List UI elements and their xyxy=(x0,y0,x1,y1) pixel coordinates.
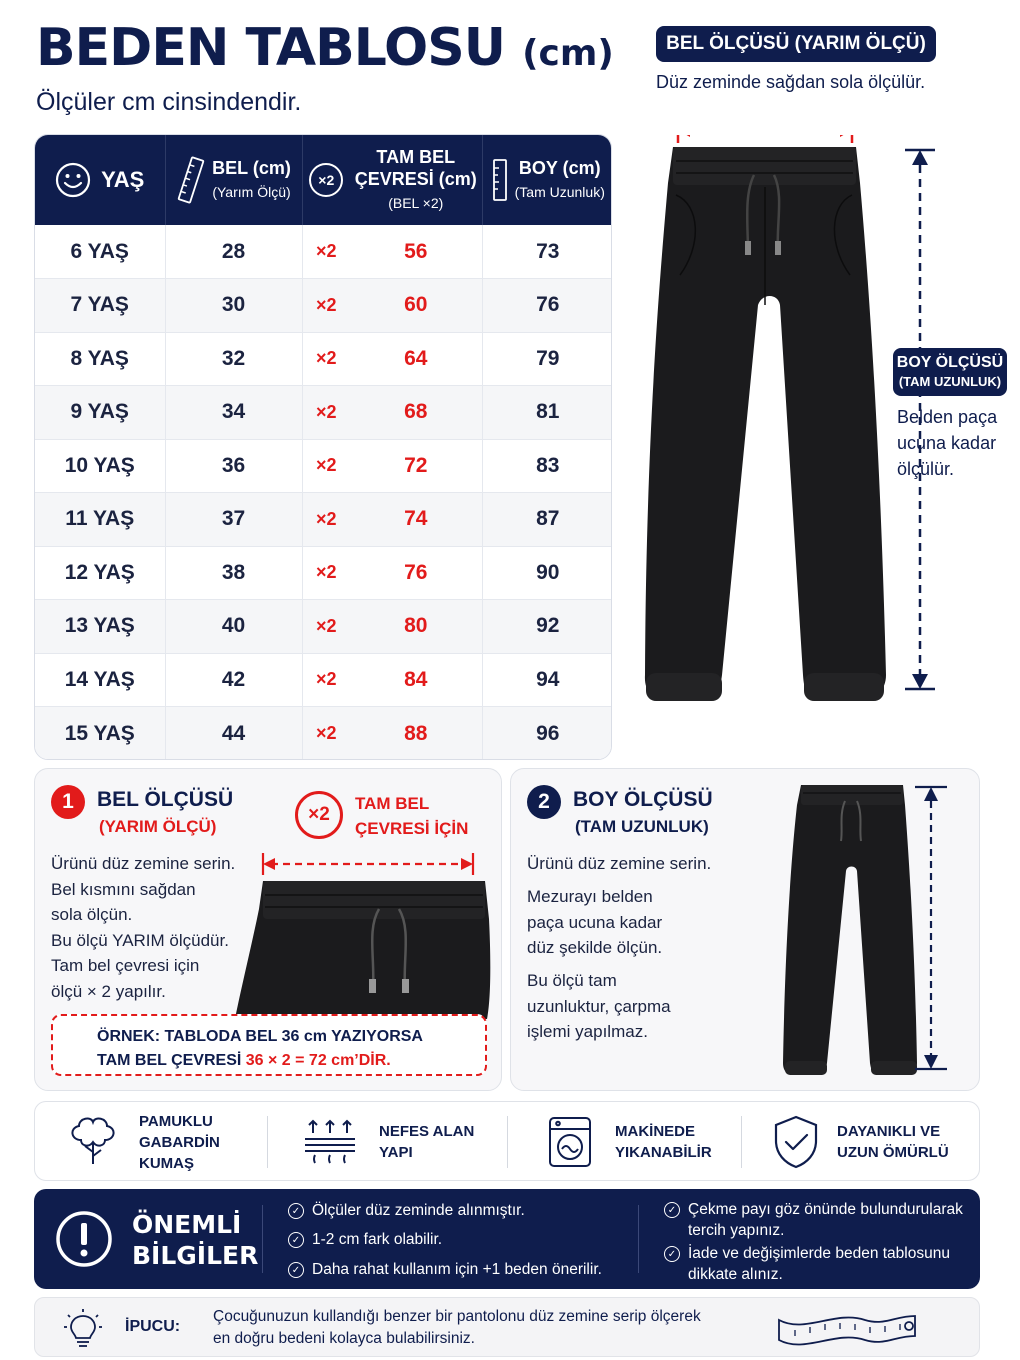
feature-label xyxy=(615,1121,712,1163)
boy-badge-sub: (TAM UZUNLUK) xyxy=(898,374,1002,389)
cell-bel: 28 xyxy=(165,225,302,279)
feature-line: MAKİNEDE xyxy=(615,1123,696,1140)
cell-boy: 96 xyxy=(482,707,612,761)
cell-bel: 36 xyxy=(165,439,302,493)
cell-age: 15 YAŞ xyxy=(35,707,165,761)
instruction-line: düz şekilde ölçün. xyxy=(527,938,663,957)
feature-line: GABARDİN xyxy=(139,1133,220,1151)
table-row xyxy=(35,600,612,654)
breathable-icon xyxy=(301,1117,359,1167)
waist-arrow-icon xyxy=(678,135,852,143)
instruction-line: Tam bel çevresi için xyxy=(51,956,200,975)
step-number-1: 1 xyxy=(51,785,85,819)
x2-caption: TAM BEL ÇEVRESİ İÇİN xyxy=(355,794,469,838)
cell-age: 8 YAŞ xyxy=(35,332,165,386)
cell-tam: 80 xyxy=(350,600,482,654)
cell-bel: 34 xyxy=(165,386,302,440)
important-item xyxy=(288,1259,602,1280)
check-circle-icon: ✓ xyxy=(664,1246,680,1262)
cell-boy: 76 xyxy=(482,279,612,333)
feature-line: UZUN ÖMÜRLÜ xyxy=(837,1144,949,1161)
header-age-label: YAŞ xyxy=(101,167,145,192)
table-row xyxy=(35,439,612,493)
example-box xyxy=(51,1014,487,1076)
feature-item xyxy=(301,1102,474,1182)
cell-multiply: ×2 xyxy=(302,707,350,761)
bel-measure-badge: BEL ÖLÇÜSÜ (YARIM ÖLÇÜ) xyxy=(656,26,936,62)
important-text: Çekme payı göz önünde bulundurularak tercih yapınız. xyxy=(688,1201,963,1239)
cell-tam: 56 xyxy=(350,225,482,279)
table-row xyxy=(35,653,612,707)
important-title xyxy=(132,1209,258,1271)
instruction-line: Ürünü düz zemine serin. xyxy=(51,854,236,873)
important-item xyxy=(664,1199,964,1241)
header-boy-label: BOY (cm) xyxy=(518,158,601,178)
important-text: Ölçüler düz zeminde alınmıştır. xyxy=(312,1202,525,1219)
cell-tam: 76 xyxy=(350,546,482,600)
tip-box xyxy=(34,1297,980,1357)
instruction-line: ölçü × 2 yapılır. xyxy=(51,981,166,1001)
feature-item xyxy=(547,1102,712,1182)
example-result: 36 × 2 = 72 cm’DİR. xyxy=(245,1052,391,1069)
instruction-line: Bel kısmını sağdan xyxy=(51,879,196,899)
important-text: İade ve değişimlerde beden tablosunu dikkate alınız. xyxy=(688,1245,950,1283)
cell-bel: 44 xyxy=(165,707,302,761)
feature-item xyxy=(63,1102,220,1182)
header-bel xyxy=(165,135,302,225)
instruction-line: Bu ölçü YARIM ölçüdür. xyxy=(51,930,229,950)
cell-boy: 81 xyxy=(482,386,612,440)
pants-length-illustration xyxy=(781,779,977,1079)
boy-badge-label: BOY ÖLÇÜSÜ xyxy=(896,354,1004,371)
cell-multiply: ×2 xyxy=(302,386,350,440)
cell-bel: 38 xyxy=(165,546,302,600)
x2-label: ×2 xyxy=(308,804,330,825)
instruction-line: uzunluktur, çarpma xyxy=(527,996,671,1016)
cell-age: 11 YAŞ xyxy=(35,493,165,547)
important-item xyxy=(288,1200,525,1221)
header-boy xyxy=(482,135,612,225)
warning-icon xyxy=(54,1209,114,1269)
instruction-line: sola ölçün. xyxy=(51,905,133,924)
tip-label: İPUCU: xyxy=(125,1318,181,1335)
table-row xyxy=(35,707,612,761)
table-row xyxy=(35,279,612,333)
measuring-tape-icon xyxy=(775,1306,925,1350)
feature-line: YAPI xyxy=(379,1144,413,1161)
feature-item xyxy=(771,1102,949,1182)
bel-measure-note: Düz zeminde sağdan sola ölçülür. xyxy=(656,72,926,92)
cell-multiply: ×2 xyxy=(302,439,350,493)
cell-boy: 92 xyxy=(482,600,612,654)
check-circle-icon: ✓ xyxy=(288,1232,304,1248)
washing-machine-icon xyxy=(547,1115,593,1169)
feature-line: NEFES ALAN xyxy=(379,1123,475,1140)
feature-label xyxy=(379,1121,474,1163)
table-row xyxy=(35,332,612,386)
cell-multiply: ×2 xyxy=(302,600,350,654)
cell-bel: 40 xyxy=(165,600,302,654)
page-title xyxy=(36,18,614,78)
lightbulb-icon xyxy=(63,1308,103,1350)
multiply-icon xyxy=(309,163,343,197)
table-row xyxy=(35,493,612,547)
feature-line: YIKANABİLİR xyxy=(615,1144,712,1161)
cell-bel: 30 xyxy=(165,279,302,333)
check-circle-icon: ✓ xyxy=(664,1202,680,1218)
card1-subtitle: (YARIM ÖLÇÜ) xyxy=(99,817,217,836)
cell-bel: 37 xyxy=(165,493,302,547)
important-title-line: BİLGİLER xyxy=(132,1241,259,1270)
cell-age: 7 YAŞ xyxy=(35,279,165,333)
header-boy-sub: (Tam Uzunluk) xyxy=(514,184,605,200)
check-circle-icon: ✓ xyxy=(288,1203,304,1219)
divider xyxy=(267,1116,268,1168)
table-header-row xyxy=(35,135,612,225)
cell-tam: 72 xyxy=(350,439,482,493)
card2-p3 xyxy=(527,968,671,1045)
header-bel-label: BEL (cm) xyxy=(212,158,291,178)
header-tam xyxy=(350,135,482,225)
example-line-2 xyxy=(97,1049,485,1073)
cell-age: 9 YAŞ xyxy=(35,386,165,440)
card2-subtitle: (TAM UZUNLUK) xyxy=(575,817,709,836)
feature-label xyxy=(139,1111,220,1174)
table-row xyxy=(35,546,612,600)
feature-line: DAYANIKLI VE xyxy=(837,1123,941,1140)
important-text: Daha rahat kullanım için +1 beden önerilir. xyxy=(312,1261,602,1278)
x2-icon xyxy=(295,791,343,839)
feature-strip xyxy=(34,1101,980,1181)
cell-boy: 83 xyxy=(482,439,612,493)
example-prefix: TAM BEL ÇEVRESİ xyxy=(97,1052,246,1069)
important-item xyxy=(288,1229,442,1250)
cell-tam: 68 xyxy=(350,386,482,440)
cell-tam: 84 xyxy=(350,653,482,707)
instruction-line: işlemi yapılmaz. xyxy=(527,1022,648,1041)
cell-boy: 73 xyxy=(482,225,612,279)
table-row xyxy=(35,225,612,279)
cotton-icon xyxy=(63,1112,123,1172)
header-age xyxy=(35,135,165,225)
length-measure-card xyxy=(510,768,980,1091)
pants-illustration xyxy=(640,135,940,705)
cell-age: 6 YAŞ xyxy=(35,225,165,279)
example-line-1: ÖRNEK: TABLODA BEL 36 cm YAZIYORSA xyxy=(97,1028,423,1045)
cell-multiply: ×2 xyxy=(302,546,350,600)
cell-bel: 42 xyxy=(165,653,302,707)
cell-tam: 88 xyxy=(350,707,482,761)
tip-line: Çocuğunuzun kullandığı benzer bir pantolonu düz zemine serip ölçerek xyxy=(213,1308,701,1325)
divider xyxy=(638,1205,639,1273)
instruction-line: Mezurayı belden xyxy=(527,887,653,906)
check-circle-icon: ✓ xyxy=(288,1262,304,1278)
cell-multiply: ×2 xyxy=(302,332,350,386)
header-tam-label: TAM BEL ÇEVRESİ (cm) xyxy=(354,147,477,189)
important-title-line: ÖNEMLİ xyxy=(132,1210,242,1239)
cell-tam: 60 xyxy=(350,279,482,333)
waist-detail-illustration xyxy=(235,849,495,1019)
cell-boy: 79 xyxy=(482,332,612,386)
divider xyxy=(741,1116,742,1168)
title-text: BEDEN TABLOSU xyxy=(36,18,505,78)
page-subtitle: Ölçüler cm cinsindendir. xyxy=(36,88,302,116)
divider xyxy=(507,1116,508,1168)
cell-bel: 32 xyxy=(165,332,302,386)
step-number-2: 2 xyxy=(527,785,561,819)
divider xyxy=(262,1205,263,1273)
boy-measure-note: Belden paça ucuna kadar ölçülür. xyxy=(897,407,998,479)
cell-boy: 87 xyxy=(482,493,612,547)
cell-tam: 74 xyxy=(350,493,482,547)
cell-multiply: ×2 xyxy=(302,225,350,279)
feature-line: KUMAŞ xyxy=(139,1154,194,1172)
card2-p1: Ürünü düz zemine serin. xyxy=(527,854,712,873)
cell-age: 13 YAŞ xyxy=(35,600,165,654)
important-info-box xyxy=(34,1189,980,1289)
shield-check-icon xyxy=(771,1114,821,1170)
title-unit: (cm) xyxy=(522,33,614,74)
table-row xyxy=(35,386,612,440)
boy-measure-badge xyxy=(893,348,1007,396)
card2-p2 xyxy=(527,884,662,961)
card2-title: BOY ÖLÇÜSÜ xyxy=(573,788,713,811)
cell-boy: 94 xyxy=(482,653,612,707)
feature-label xyxy=(837,1121,949,1163)
cell-tam: 64 xyxy=(350,332,482,386)
header-multiply xyxy=(302,135,350,225)
cell-age: 10 YAŞ xyxy=(35,439,165,493)
cell-multiply: ×2 xyxy=(302,653,350,707)
cell-multiply: ×2 xyxy=(302,279,350,333)
feature-line: PAMUKLU xyxy=(139,1112,213,1130)
ruler-icon xyxy=(176,156,206,204)
header-bel-sub: (Yarım Ölçü) xyxy=(212,184,291,200)
multiply-label: ×2 xyxy=(318,172,335,188)
cell-boy: 90 xyxy=(482,546,612,600)
card1-instructions xyxy=(51,851,235,1004)
cell-age: 12 YAŞ xyxy=(35,546,165,600)
waist-measure-card xyxy=(34,768,502,1091)
smiley-icon xyxy=(55,162,91,198)
instruction-line: paça ucuna kadar xyxy=(527,912,663,932)
size-table xyxy=(34,134,612,760)
ruler-icon xyxy=(491,158,509,202)
header-tam-sub: (BEL ×2) xyxy=(388,195,444,211)
tip-line: en doğru bedeni kolayca bulabilirsiniz. xyxy=(213,1330,475,1347)
cell-multiply: ×2 xyxy=(302,493,350,547)
tip-text xyxy=(213,1306,701,1350)
instruction-line: Bu ölçü tam xyxy=(527,971,617,990)
cell-age: 14 YAŞ xyxy=(35,653,165,707)
important-text: 1-2 cm fark olabilir. xyxy=(312,1231,443,1248)
important-item xyxy=(664,1243,964,1285)
card1-title: BEL ÖLÇÜSÜ xyxy=(97,788,234,811)
